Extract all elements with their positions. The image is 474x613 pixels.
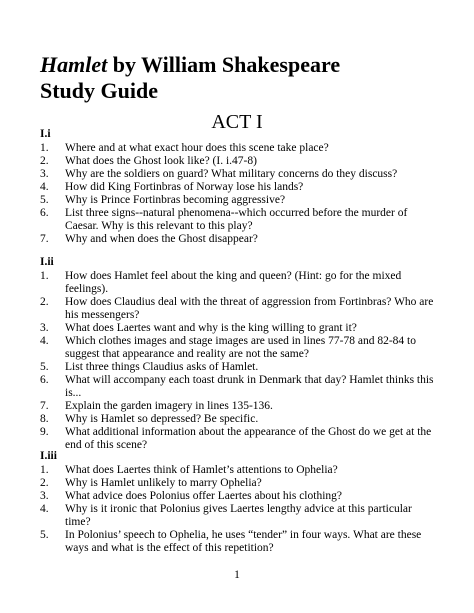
question-number: 2. xyxy=(40,477,49,489)
question-number: 5. xyxy=(40,361,49,373)
question-item xyxy=(40,168,440,181)
question-item xyxy=(40,464,440,477)
question-number: 2. xyxy=(40,155,49,167)
question-number: 1. xyxy=(40,464,49,476)
question-text: List three signs--natural phenomena--which occurred before the murder of Caesar. Why is this relevant to this play? xyxy=(65,207,408,232)
section-heading: I.ii xyxy=(40,256,54,268)
question-text: What does Laertes want and why is the king willing to grant it? xyxy=(65,322,357,334)
question-text: How did King Fortinbras of Norway lose his lands? xyxy=(65,181,304,193)
section-scene-2 xyxy=(40,256,440,452)
question-item xyxy=(40,142,440,155)
question-list xyxy=(40,270,440,452)
question-item xyxy=(40,181,440,194)
section-scene-3 xyxy=(40,450,440,555)
question-number: 1. xyxy=(40,142,49,154)
question-number: 7. xyxy=(40,400,49,412)
question-list xyxy=(40,464,440,555)
question-item xyxy=(40,296,440,322)
question-item xyxy=(40,335,440,361)
question-item xyxy=(40,322,440,335)
question-text: Why is it ironic that Polonius gives Laertes lengthy advice at this particular time? xyxy=(65,503,412,528)
section-heading: I.i xyxy=(40,128,51,140)
question-number: 4. xyxy=(40,181,49,193)
question-number: 3. xyxy=(40,322,49,334)
question-number: 3. xyxy=(40,168,49,180)
title-author: by William Shakespeare xyxy=(107,52,341,77)
question-text: What advice does Polonius offer Laertes about his clothing? xyxy=(65,490,342,502)
question-text: What does Laertes think of Hamlet’s attentions to Ophelia? xyxy=(65,464,338,476)
question-item xyxy=(40,194,440,207)
question-item xyxy=(40,529,440,555)
question-number: 4. xyxy=(40,335,49,347)
question-item xyxy=(40,477,440,490)
question-item xyxy=(40,400,440,413)
question-text: How does Hamlet feel about the king and queen? (Hint: go for the mixed feelings). xyxy=(65,270,402,295)
question-text: Which clothes images and stage images are used in lines 77-78 and 82-84 to suggest that appearance and reality are not the same? xyxy=(65,335,416,360)
question-text: What additional information about the appearance of the Ghost do we get at the end of this scene? xyxy=(65,426,432,451)
question-number: 1. xyxy=(40,270,49,282)
question-text: Why is Prince Fortinbras becoming aggressive? xyxy=(65,194,286,206)
question-item xyxy=(40,490,440,503)
title-play-name: Hamlet xyxy=(40,52,108,77)
question-text: Why and when does the Ghost disappear? xyxy=(65,233,258,245)
question-number: 4. xyxy=(40,503,49,515)
question-number: 2. xyxy=(40,296,49,308)
question-item xyxy=(40,426,440,452)
question-item xyxy=(40,413,440,426)
question-text: Where and at what exact hour does this scene take place? xyxy=(65,142,329,154)
question-number: 5. xyxy=(40,194,49,206)
question-item xyxy=(40,361,440,374)
question-text: Explain the garden imagery in lines 135-136. xyxy=(65,400,273,412)
question-text: In Polonius’ speech to Ophelia, he uses “tender” in four ways. What are these ways and what is the effect of this repetition? xyxy=(65,529,422,554)
question-text: Why are the soldiers on guard? What military concerns do they discuss? xyxy=(65,168,398,180)
section-scene-1 xyxy=(40,128,440,246)
question-text: Why is Hamlet so depressed? Be specific. xyxy=(65,413,259,425)
question-item xyxy=(40,270,440,296)
question-number: 8. xyxy=(40,413,49,425)
question-number: 9. xyxy=(40,426,49,438)
question-item xyxy=(40,503,440,529)
question-item xyxy=(40,374,440,400)
question-number: 3. xyxy=(40,490,49,502)
page-number: 1 xyxy=(234,569,240,581)
question-text: What does the Ghost look like? (I. i.47-8) xyxy=(65,155,257,167)
act-heading: ACT I xyxy=(211,111,263,133)
question-number: 5. xyxy=(40,529,49,541)
question-item xyxy=(40,233,440,246)
question-text: What will accompany each toast drunk in Denmark that day? Hamlet thinks this is... xyxy=(65,374,434,399)
section-heading: I.iii xyxy=(40,450,57,462)
document-subtitle: Study Guide xyxy=(40,78,158,103)
document-title xyxy=(40,52,340,78)
question-item xyxy=(40,155,440,168)
question-list xyxy=(40,142,440,246)
question-text: Why is Hamlet unlikely to marry Ophelia? xyxy=(65,477,262,489)
question-number: 6. xyxy=(40,374,49,386)
question-text: List three things Claudius asks of Hamlet. xyxy=(65,361,259,373)
question-number: 7. xyxy=(40,233,49,245)
question-item xyxy=(40,207,440,233)
question-text: How does Claudius deal with the threat of aggression from Fortinbras? Who are his messengers? xyxy=(65,296,434,321)
question-number: 6. xyxy=(40,207,49,219)
